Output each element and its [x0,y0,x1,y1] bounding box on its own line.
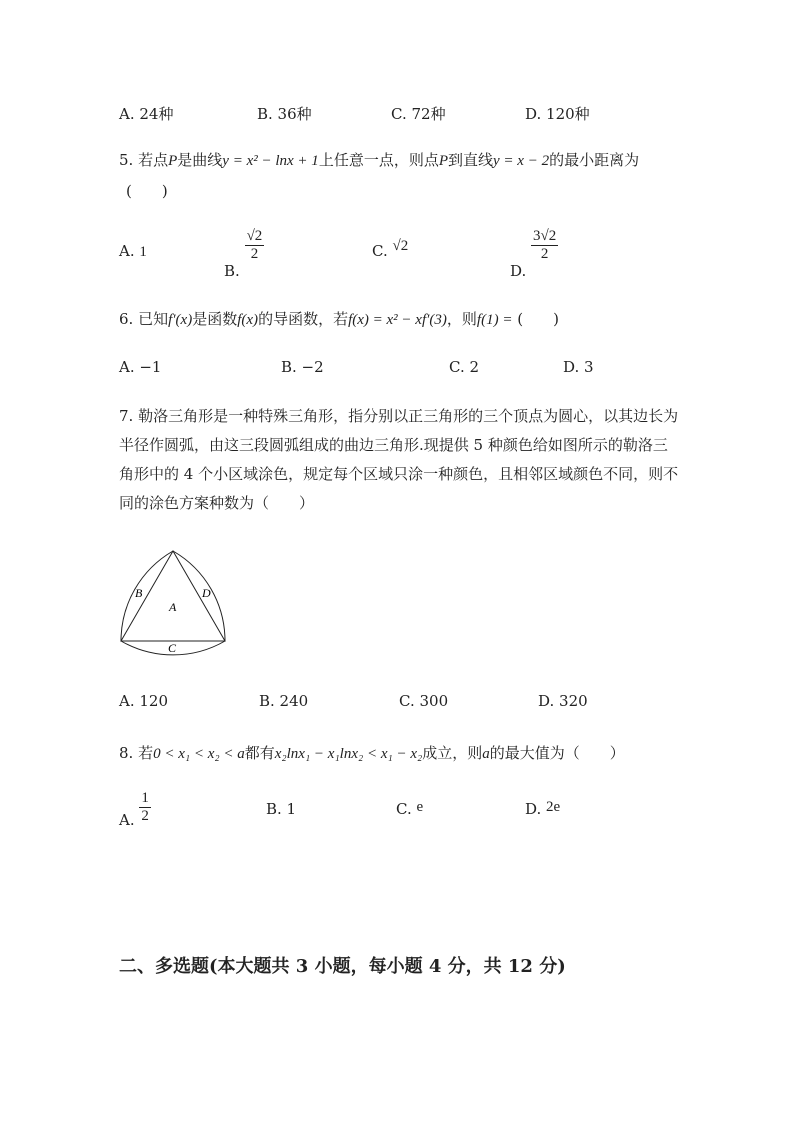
q8-option-d [525,800,560,819]
q6-text-1: 已知 [138,310,169,328]
q5-option-d-label: D. [510,261,527,280]
q8-text-2: 都有 [244,744,275,762]
q8-condition: 0 < x₁ < x₂ < a [153,746,245,762]
q8-option-d-label: D. [525,800,542,818]
reuleaux-triangle-figure [115,545,235,660]
q5-option-d-numerator: 3√2 [533,228,557,244]
q6-ask: f(1) = [476,312,513,328]
q8-inequality: x₂lnx₁ − x₁lnx₂ < x₁ − x₂ [274,746,423,762]
q6-stem [119,308,559,329]
q7-option-d: D. 320 [538,692,588,710]
q5-number: 5. [119,151,134,169]
q8-option-d-value: 2e [546,799,561,815]
q6-text-2: 是函数 [192,310,238,328]
q7-option-b: B. 240 [259,692,309,710]
q5-option-c-value: √2 [392,238,409,254]
q8-option-a-numerator: 1 [141,790,149,806]
region-label-b: B [135,586,143,600]
q5-option-b [224,228,264,280]
q5-option-d-fraction [531,228,558,263]
q5-option-b-fraction [245,228,265,263]
q8-number: 8. [119,744,134,762]
q5-curve-equation: y = x² − lnx + 1 [222,153,319,169]
q5-option-d [510,228,558,280]
q8-option-a-denominator: 2 [141,808,149,824]
q4-option-b: B. 36种 [257,105,312,123]
q5-option-c [372,238,409,261]
q8-option-a [119,790,151,829]
q8-option-c [396,800,423,819]
q7-stem: 7. 勒洛三角形是一种特殊三角形，指分别以正三角形的三个顶点为圆心，以其边长为半径作圆弧，由这三段圆弧组成的曲边三角形.现提供 5 种颜色给如图所示的勒洛三角形中的 4 个小区域涂色，规定每个区域只涂一种颜色，且相邻区域颜色不同，则不同的涂色方案种数为（ ） [119,407,679,512]
q5-text-3: 上任意一点，则点 [318,151,439,169]
q5-answer-paren: ( ) [126,182,168,200]
q4-option-a: A. 24种 [119,105,174,123]
q5-point-p: P [168,153,178,169]
q6-answer-paren: ( ) [517,310,559,328]
q6-option-b: B. −2 [281,358,324,376]
q7-option-c: C. 300 [399,692,449,710]
q5-option-d-denominator: 2 [540,246,549,262]
q5-option-b-numerator: √2 [246,228,263,244]
q5-text-5: 的最小距离为 [549,151,640,169]
q4-option-c: C. 72种 [391,105,446,123]
q5-line-equation: y = x − 2 [493,153,550,169]
region-label-d: D [202,586,211,600]
q6-equation: f(x) = x² − xf′(3) [348,312,447,328]
q6-option-a: A. −1 [119,358,162,376]
q8-option-a-label: A. [119,810,135,829]
q8-text-4: 的最大值为（ ） [489,744,625,762]
q6-number: 6. [119,310,134,328]
q5-option-b-label: B. [224,261,240,280]
q5-point-p-2: P [438,153,448,169]
q6-derivative: f′(x) [168,312,193,328]
q5-option-a-label: A. [119,242,135,260]
q6-text-4: ，则 [446,310,477,328]
q5-text-2: 是曲线 [177,151,223,169]
q4-option-d: D. 120种 [525,105,590,123]
q5-option-a-value: 1 [139,244,147,260]
region-label-c: C [168,641,177,655]
q5-option-b-denominator: 2 [250,246,259,262]
q8-stem [119,742,625,763]
q6-option-d: D. 3 [563,358,594,376]
q6-text-3: 的导函数，若 [258,310,349,328]
q8-text-3: 成立，则 [422,744,483,762]
q6-function: f(x) [237,312,259,328]
q5-stem [119,149,639,170]
q8-option-a-fraction [139,790,151,825]
q5-text-1: 若点 [138,151,169,169]
q8-option-b: B. 1 [266,800,297,818]
q5-option-a [119,242,147,261]
q8-variable-a: a [482,746,490,762]
q8-option-c-label: C. [396,800,412,818]
section-heading-multiple-choice: 二、多选题(本大题共 3 小题，每小题 4 分，共 12 分) [119,956,566,977]
q8-option-c-value: e [416,799,424,815]
region-label-a: A [169,600,177,614]
q6-option-c: C. 2 [449,358,480,376]
q8-text-1: 若 [138,744,154,762]
q7-option-a: A. 120 [119,692,168,710]
q5-option-c-label: C. [372,242,388,260]
q5-text-4: 到直线 [448,151,494,169]
